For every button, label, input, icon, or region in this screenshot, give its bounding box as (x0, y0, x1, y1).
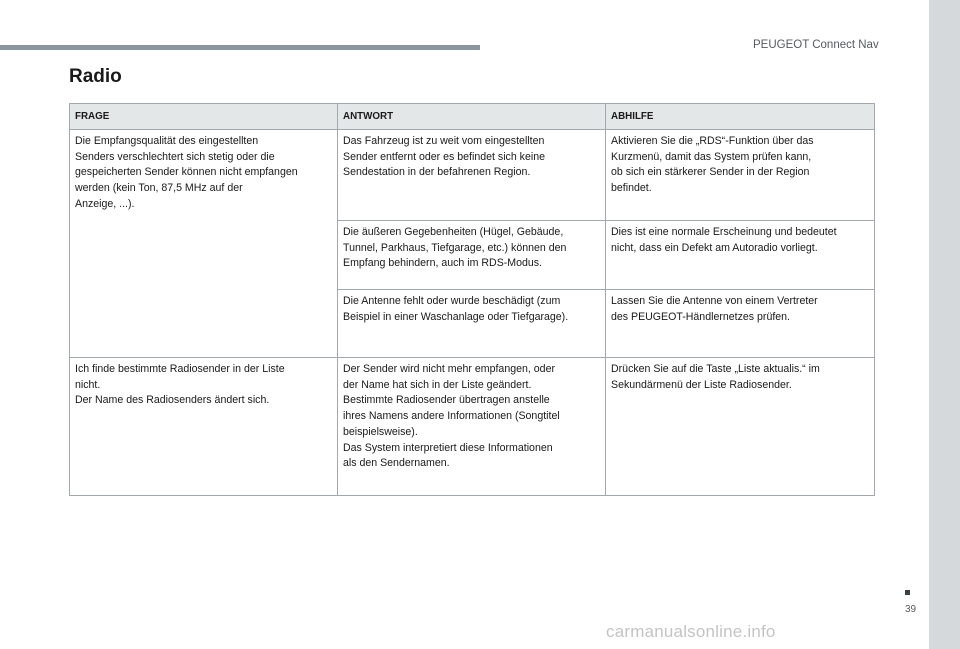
antwort-cell: Der Sender wird nicht mehr empfangen, oder der Name hat sich in der Liste geändert. Bestimmte Radiosender übertragen anstelle ihres Namens andere Informationen (Songtitel beispielsweise). Das System interpretiert diese Informationen als den Sendernamen. (338, 358, 606, 496)
abhilfe-cell: Aktivieren Sie die „RDS“-Funktion über das Kurzmenü, damit das System prüfen kann, ob sich ein stärkerer Sender in der Region befindet. (606, 130, 875, 221)
page-marker (905, 590, 910, 595)
faq-table (69, 103, 875, 496)
antwort-cell: Die Antenne fehlt oder wurde beschädigt (zum Beispiel in einer Waschanlage oder Tiefgarage). (338, 290, 606, 358)
frage-cell: Die Empfangsqualität des eingestellten Senders verschlechtert sich stetig oder die gespeicherten Sender können nicht empfangen werden (kein Ton, 87,5 MHz auf der Anzeige, ...). (70, 130, 338, 358)
antwort-cell: Das Fahrzeug ist zu weit vom eingestellten Sender entfernt oder es befindet sich keine Sendestation in der befahrenen Region. (338, 130, 606, 221)
frage-cell: Ich finde bestimmte Radiosender in der Liste nicht. Der Name des Radiosenders ändert sich. (70, 358, 338, 496)
brand-label: PEUGEOT Connect Nav (753, 39, 879, 51)
table-row (70, 130, 875, 221)
header-frage: FRAGE (70, 104, 338, 130)
header-antwort: ANTWORT (338, 104, 606, 130)
table-header-row (70, 104, 875, 130)
abhilfe-cell: Lassen Sie die Antenne von einem Vertreter des PEUGEOT-Händlernetzes prüfen. (606, 290, 875, 358)
page-number: 39 (905, 604, 917, 615)
abhilfe-cell: Drücken Sie auf die Taste „Liste aktualis.“ im Sekundärmenü der Liste Radiosender. (606, 358, 875, 496)
page-title: Radio (69, 66, 122, 87)
watermark: carmanualsonline.info (606, 622, 776, 641)
abhilfe-cell: Dies ist eine normale Erscheinung und bedeutet nicht, dass ein Defekt am Autoradio vorliegt. (606, 221, 875, 290)
antwort-cell: Die äußeren Gegebenheiten (Hügel, Gebäude, Tunnel, Parkhaus, Tiefgarage, etc.) können den Empfang behindern, auch im RDS-Modus. (338, 221, 606, 290)
header-rule (0, 45, 480, 50)
header-abhilfe: ABHILFE (606, 104, 875, 130)
table-row (70, 358, 875, 496)
page-edge-band (929, 0, 960, 649)
